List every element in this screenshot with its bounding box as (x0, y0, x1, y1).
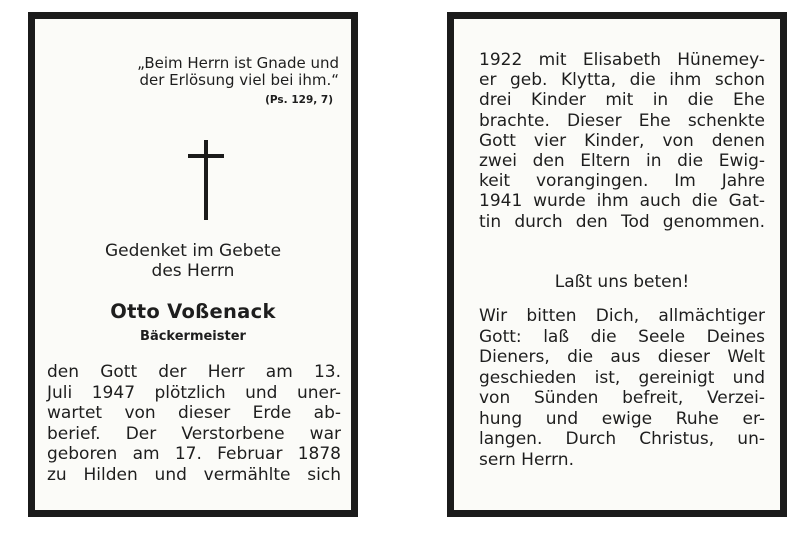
text-line: zwei den Eltern in die Ewig- (479, 151, 765, 172)
deceased-name: Otto Voßenack (110, 300, 276, 323)
prayer-text-line: Gott: laß die Seele Deines (479, 326, 765, 347)
remembrance-prayer (55, 241, 331, 281)
prayer-text-line: langen. Durch Christus, un- (479, 429, 765, 449)
cross-icon (188, 140, 228, 222)
quote-reference: (Ps. 129, 7) (265, 94, 333, 106)
prayer-text-line: Wir bitten Dich, allmächtiger (479, 306, 765, 326)
text-line: 1922 mit Elisabeth Hünemey- (479, 50, 765, 70)
memorial-card-back (447, 12, 787, 517)
quote-line: der Erlösung viel bei ihm.“ (139, 71, 339, 89)
deceased-occupation: Bäckermeister (140, 329, 246, 344)
text-line: wartet von dieser Erde ab- (47, 403, 341, 423)
obituary-text-back (479, 50, 765, 232)
text-line: brachte. Dieser Ehe schenkte (479, 110, 765, 131)
text-line: den Gott der Herr am 13. (47, 362, 341, 382)
obituary-text-front (47, 362, 341, 485)
text-line: 1941 wurde ihm auch die Gat- (479, 191, 765, 212)
prayer-text-line: von Sünden befreit, Verzei- (479, 388, 765, 408)
closing-prayer (479, 306, 765, 470)
psalm-quote (77, 55, 339, 109)
text-line: Gott vier Kinder, von denen (479, 130, 765, 151)
text-line: Juli 1947 plötzlich und uner- (47, 382, 341, 403)
prayer-heading: Laßt uns beten! (554, 272, 690, 292)
prayer-text-line: sern Herrn. (479, 449, 574, 470)
memorial-card-front (28, 12, 358, 517)
text-line: keit vorangingen. Im Jahre (479, 171, 765, 192)
text-line: er geb. Klytta, die ihm schon (479, 70, 765, 91)
quote-line: „Beim Herrn ist Gnade und (137, 54, 339, 72)
text-line: berief. Der Verstorbene war (47, 423, 341, 444)
prayer-text-line: geschieden ist, gereinigt und (479, 367, 765, 388)
text-line: zu Hilden und vermählte sich (47, 464, 341, 485)
prayer-line: des Herrn (151, 261, 235, 281)
text-line: geboren am 17. Februar 1878 (47, 444, 341, 464)
prayer-text-line: Dieners, die aus dieser Welt (479, 347, 765, 367)
text-line: tin durch den Tod genommen. (479, 211, 765, 232)
text-line: drei Kinder mit in die Ehe (479, 90, 765, 111)
prayer-text-line: hung und ewige Ruhe er- (479, 408, 765, 429)
prayer-line: Gedenket im Gebete (104, 241, 282, 261)
